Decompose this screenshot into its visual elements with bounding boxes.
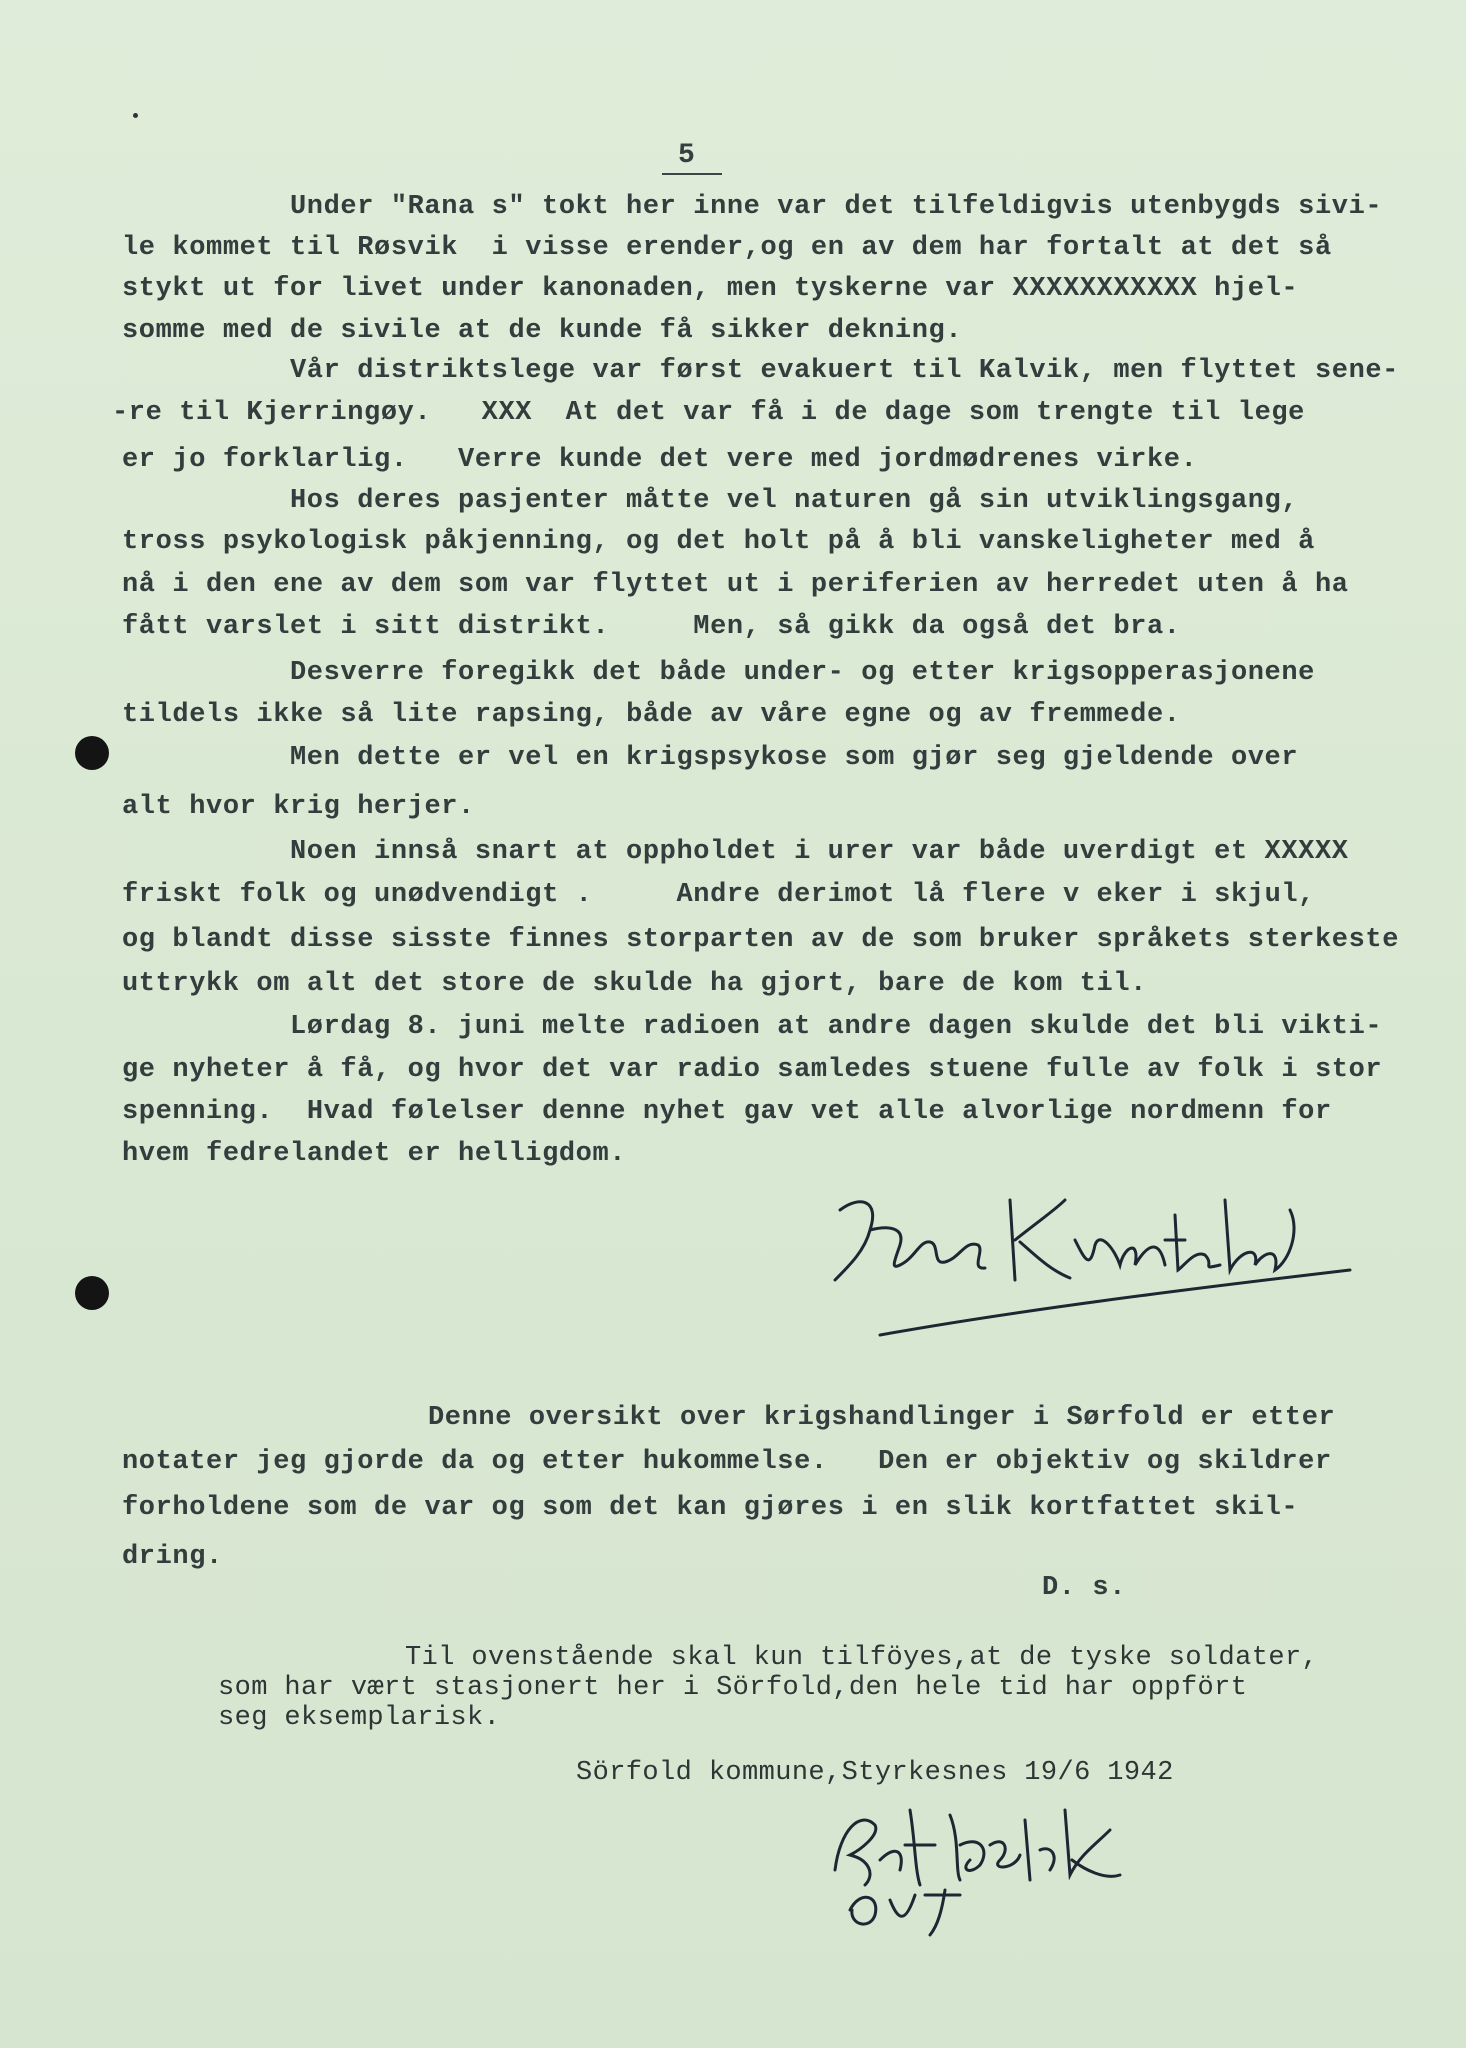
addendum-line: som har vært stasjonert her i Sörfold,den hele tid har oppfört: [218, 1673, 1248, 1703]
body-line: tross psykologisk påkjenning, og det holt på å bli vanskeligheter med å: [122, 527, 1315, 557]
signature-kvantoland: [820, 1170, 1380, 1350]
page-number-underline: [662, 173, 722, 175]
closing-initials: D. s.: [1042, 1573, 1127, 1603]
body-line: somme med de sivile at de kunde få sikker dekning.: [122, 316, 963, 346]
body-line: tildels ikke så lite rapsing, både av våre egne og av fremmede.: [122, 700, 1181, 730]
body-line: og blandt disse sisste finnes storparten av de som bruker språkets sterkeste: [122, 925, 1399, 955]
speck: [133, 113, 138, 118]
place-date: Sörfold kommune,Styrkesnes 19/6 1942: [576, 1758, 1174, 1788]
body-line: Men dette er vel en krigspsykose som gjør seg gjeldende over: [290, 743, 1299, 773]
body-line: le kommet til Røsvik i visse erender,og en av dem har fortalt at det så: [122, 233, 1332, 263]
closing-line: notater jeg gjorde da og etter hukommelse. Den er objektiv og skildrer: [122, 1447, 1332, 1477]
body-line: alt hvor krig herjer.: [122, 792, 475, 822]
body-line: nå i den ene av dem som var flyttet ut i periferien av herredet uten å ha: [122, 570, 1349, 600]
body-line: -re til Kjerringøy. XXX At det var få i de dage som trengte til lege: [112, 398, 1305, 428]
body-line: spenning. Hvad følelser denne nyhet gav vet alle alvorlige nordmenn for: [122, 1097, 1332, 1127]
body-line: uttrykk om alt det store de skulde ha gjort, bare de kom til.: [122, 969, 1147, 999]
closing-line: forholdene som de var og som det kan gjøres i en slik kortfattet skil-: [122, 1493, 1299, 1523]
body-line: Noen innså snart at oppholdet i urer var både uverdigt et XXXXX: [290, 837, 1349, 867]
punch-hole-bottom: [75, 1276, 109, 1310]
punch-hole-top: [75, 736, 109, 770]
body-line: fått varslet i sitt distrikt. Men, så gikk da også det bra.: [122, 612, 1181, 642]
body-line: Desverre foregikk det både under- og etter krigsopperasjonene: [290, 658, 1315, 688]
signature-2-text: Rafdestvik Ovf.: [830, 1938, 840, 1939]
signature-ordforer: [820, 1790, 1140, 1940]
closing-line: Denne oversikt over krigshandlinger i Sørfold er etter: [428, 1403, 1336, 1433]
body-line: Lørdag 8. juni melte radioen at andre dagen skulde det bli vikti-: [290, 1012, 1383, 1042]
signature-1-text: Lydec Kvantoland: [830, 1348, 840, 1349]
closing-line: dring.: [122, 1542, 223, 1572]
body-line: Vår distriktslege var først evakuert til Kalvik, men flyttet sene-: [290, 356, 1399, 386]
body-line: Hos deres pasjenter måtte vel naturen gå sin utviklingsgang,: [290, 486, 1299, 516]
addendum-line: seg eksemplarisk.: [218, 1703, 501, 1733]
body-line: Under "Rana s" tokt her inne var det tilfeldigvis utenbygds sivi-: [290, 192, 1383, 222]
body-line: hvem fedrelandet er helligdom.: [122, 1139, 627, 1169]
body-line: stykt ut for livet under kanonaden, men tyskerne var XXXXXXXXXXX hjel-: [122, 274, 1299, 304]
body-line: ge nyheter å få, og hvor det var radio samledes stuene fulle av folk i stor: [122, 1055, 1383, 1085]
addendum-line: Til ovenstående skal kun tilföyes,at de tyske soldater,: [405, 1643, 1319, 1673]
body-line: friskt folk og unødvendigt . Andre derimot lå flere v eker i skjul,: [122, 880, 1315, 910]
page-number: 5: [678, 140, 695, 171]
body-line: er jo forklarlig. Verre kunde det vere med jordmødrenes virke.: [122, 445, 1198, 475]
